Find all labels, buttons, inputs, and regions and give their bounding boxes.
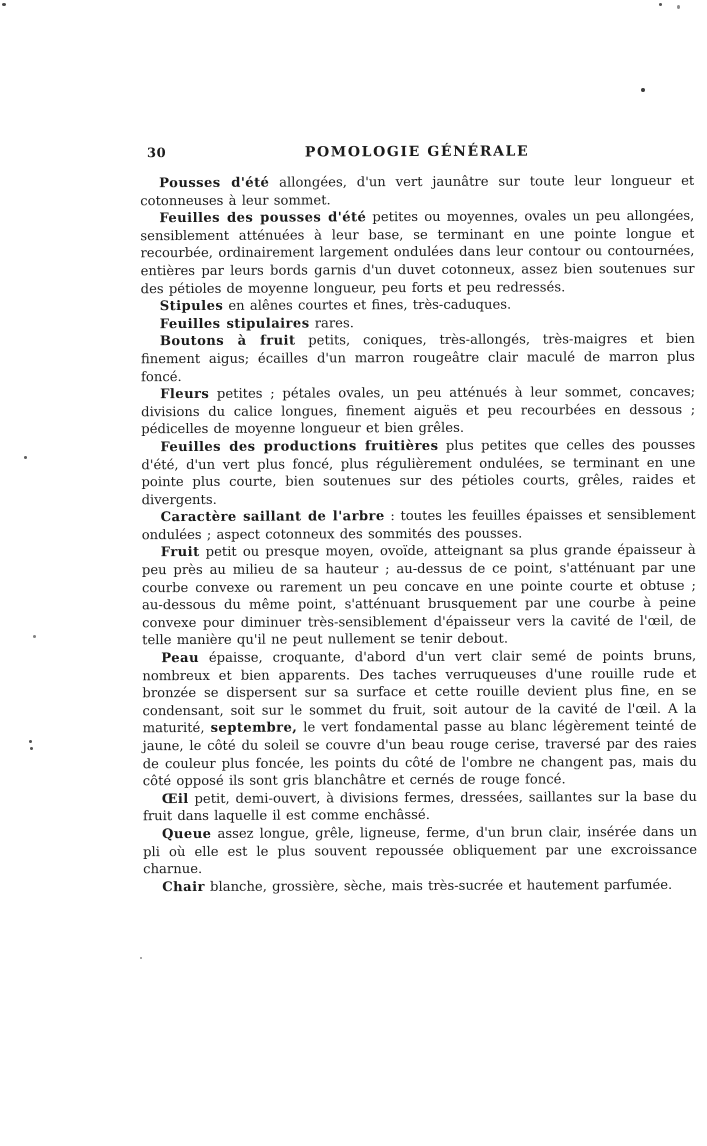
paragraph-lead: Pousses d'été — [159, 175, 270, 192]
page-number: 30 — [147, 146, 167, 162]
paragraph-text: : toutes les feuilles épaisses et sensiblement ondulées ; aspect cotonneux des sommités des pousses. — [141, 508, 696, 544]
scan-speck — [30, 747, 33, 750]
paragraph-text: blanche, grossière, sèche, mais très-sucrée et hautement parfumée. — [204, 877, 673, 895]
paragraph-lead: Œil — [161, 791, 189, 807]
paragraph-lead: Chair — [162, 879, 205, 895]
paragraph — [143, 877, 697, 897]
paragraph-lead: Feuilles des productions fruitières — [160, 438, 439, 456]
paragraph-lead: Boutons à fruit — [159, 333, 296, 350]
paragraph — [142, 648, 697, 791]
bold-term: septembre, — [210, 720, 298, 737]
text-block — [140, 143, 697, 897]
paragraph-lead: Queue — [161, 826, 212, 843]
scan-speck — [140, 957, 142, 959]
paragraph-text: plus petites que celles des pousses d'été, d'un vert plus foncé, plus régulièrement ondulées, se terminant en une pointe plus courte, bien soutenues sur des pétioles courts, grêles, raides et divergents. — [141, 437, 696, 508]
paragraph — [140, 173, 694, 211]
paragraph-lead: Fruit — [160, 545, 200, 561]
paragraph-text: petites ou moyennes, ovales un peu allongées, sensiblement atténuées à leur base, se terminant en une pointe longue et recourbée, ordinairement largement ondulées dans leur contour ou contournées, entières par leurs bords garnis d'un duvet cotonneux, assez bien soutenues sur des pétioles de moyenne longueur, peu forts et peu redressés. — [140, 208, 695, 297]
page-header — [140, 143, 694, 163]
paragraph-lead: Feuilles stipulaires — [159, 316, 310, 332]
scan-speck — [2, 3, 6, 6]
scan-speck — [677, 5, 680, 9]
scan-speck — [24, 456, 27, 459]
paragraph — [141, 437, 695, 510]
paragraph-text: petites ; pétales ovales, un peu atténués à leur sommet, concaves; divisions du calice longues, finement aiguës et peu recourbées en dessous ; pédicelles de moyenne longueur et bien grêles. — [141, 384, 696, 438]
paragraph-text: petit, demi-ouvert, à divisions fermes, dressées, saillantes sur la base du fruit dans laquelle il est comme enchâssé. — [142, 789, 697, 825]
page-body — [140, 173, 697, 897]
paragraph — [141, 384, 695, 439]
running-title: POMOLOGIE GÉNÉRALE — [304, 143, 530, 161]
scan-speck — [33, 635, 36, 638]
paragraph — [141, 331, 695, 386]
paragraph — [140, 208, 694, 298]
paragraph-lead: Caractère saillant de l'arbre — [160, 509, 385, 526]
paragraph-text: rares. — [309, 316, 354, 332]
paragraph-text: petits, coniques, très-allongés, très-maigres et bien finement aigus; écailles d'un marron rougeâtre clair maculé de marron plus foncé. — [140, 332, 695, 385]
paragraph-text: le vert fondamental passe au blanc légèrement teinté de jaune, le côté du soleil se couvre d'un beau rouge cerise, traversé par des raies de couleur plus foncée, les points du côté de l'ombre ne changent pas, mais du côté opposé ils sont gris blanchâtre et cernés de rouge foncé. — [142, 719, 697, 790]
paragraph-lead: Stipules — [159, 299, 224, 315]
paragraph-lead: Peau — [161, 650, 199, 667]
paragraph-text: en alênes courtes et fines, très-caduques. — [223, 297, 512, 315]
paragraph — [142, 542, 696, 650]
paragraph-lead: Fleurs — [160, 387, 210, 403]
paragraph-text: épaisse, croquante, d'abord d'un vert clair semé de points bruns, nombreux et bien apparents. Des taches verruqueuses d'une rouille rude et bronzée se dispersent sur sa surface et cette rouille devient plus fine, en se condensant, soit sur le sommet du fruit, soit autour de la cavité de l'œil. A la maturité, — [142, 648, 697, 737]
paragraph-text: petit ou presque moyen, ovoïde, atteignant sa plus grande épaisseur à peu près au milieu de sa hauteur ; au-dessus de ce point, s'atténuant par une courbe convexe ou rarement un peu concave en une pointe courte et obtuse ; au-dessous du même point, s'atténuant brusquement par une courbe à peine convexe pour diminuer très-sensiblement d'épaisseur vers la cavité de l'œil, de telle manière qu'il ne peut nullement se tenir debout. — [141, 543, 697, 649]
scan-speck — [641, 88, 645, 92]
paragraph — [142, 507, 696, 545]
scan-speck — [659, 3, 662, 6]
paragraph-text: assez longue, grêle, ligneuse, ferme, d'un brun clair, insérée dans un pli où elle est le plus souvent repoussée obliquement par une excroissance charnue. — [143, 824, 698, 878]
paragraph-lead: Feuilles des pousses d'été — [159, 210, 367, 227]
paragraph-text: allongées, d'un vert jaunâtre sur toute leur longueur et cotonneuses à leur sommet. — [140, 173, 695, 209]
paragraph — [143, 789, 697, 827]
scan-speck — [29, 740, 32, 743]
paragraph — [143, 824, 697, 879]
